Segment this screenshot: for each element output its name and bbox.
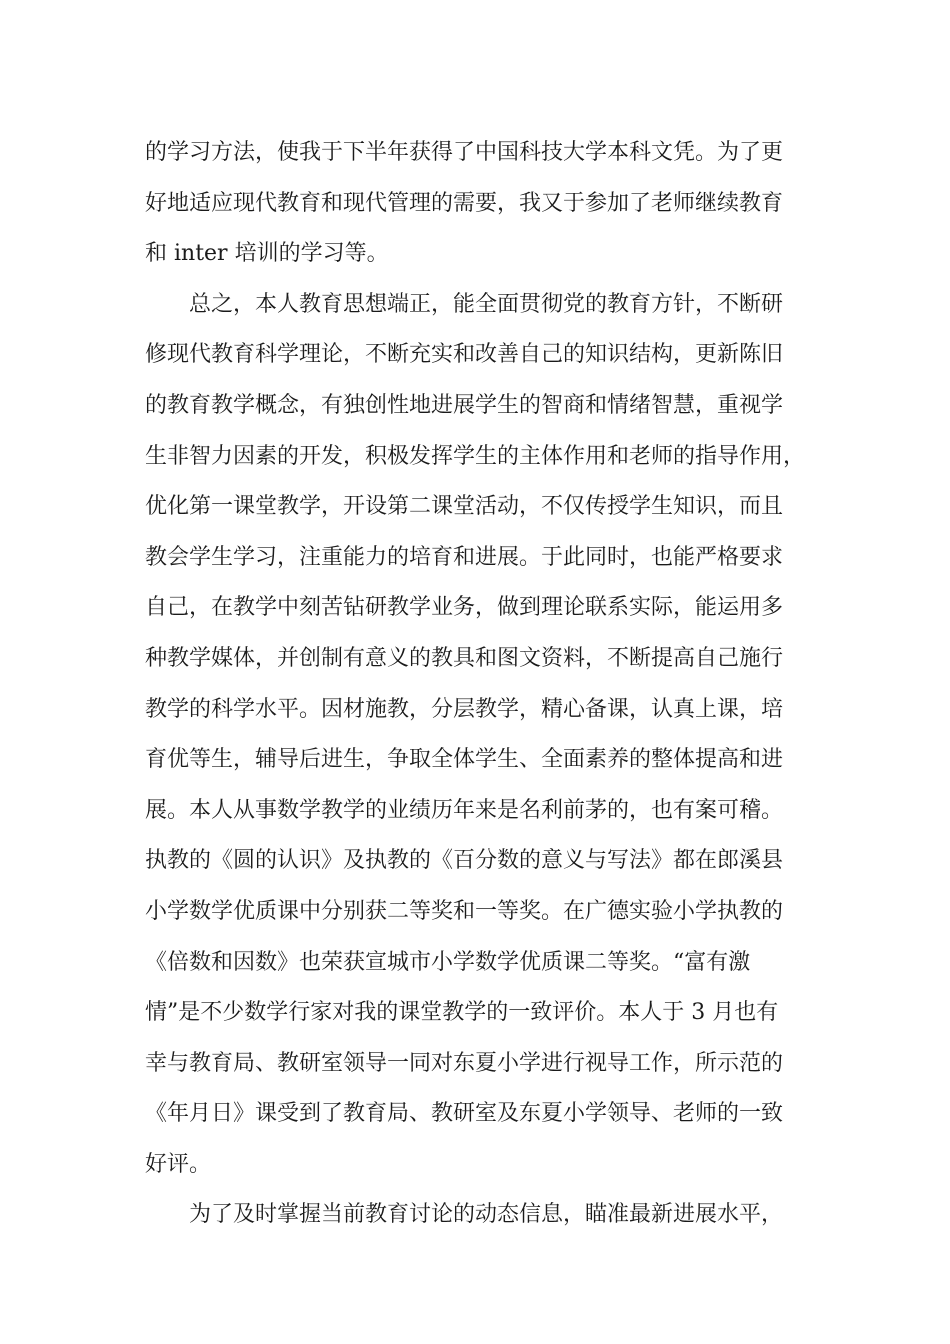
text-line: 教会学生学习，注重能力的培育和进展。于此同时，也能严格要求 xyxy=(145,544,784,570)
text-line: 的学习方法，使我于下半年获得了中国科技大学本科文凭。为了更 xyxy=(145,140,784,165)
text-line: 和 inter 培训的学习等。 xyxy=(145,241,389,267)
text-line: 小学数学优质课中分别获二等奖和一等奖。在广德实验小学执教的 xyxy=(145,898,784,924)
text-line: 修现代教育科学理论，不断充实和改善自己的知识结构，更新陈旧 xyxy=(145,342,784,368)
text-line: 总之，本人教育思想端正，能全面贯彻党的教育方针，不断研 xyxy=(189,291,784,317)
text-line: 的教育教学概念，有独创性地进展学生的智商和情绪智慧，重视学 xyxy=(145,392,784,418)
text-line: 优化第一课堂教学，开设第二课堂活动，不仅传授学生知识，而且 xyxy=(145,494,784,520)
text-line: 展。本人从事数学教学的业绩历年来是名利前茅的，也有案可稽。 xyxy=(145,797,784,823)
document-body xyxy=(145,128,825,1241)
text-line: 情”是不少数学行家对我的课堂教学的一致评价。本人于 3 月也有 xyxy=(145,1000,779,1026)
text-line: 自己，在教学中刻苦钻研教学业务，做到理论联系实际，能运用多 xyxy=(145,595,784,621)
text-line: 《年月日》课受到了教育局、教研室及东夏小学领导、老师的一致 xyxy=(145,1101,784,1127)
text-line: 执教的《圆的认识》及执教的《百分数的意义与写法》都在郎溪县 xyxy=(145,848,784,874)
text-line: 《倍数和因数》也荣获宣城市小学数学优质课二等奖。“富有激 xyxy=(145,949,751,975)
text-line: 种教学媒体，并创制有意义的教具和图文资料，不断提高自己施行 xyxy=(145,645,784,671)
text-line: 好评。 xyxy=(145,1151,212,1177)
text-line: 教学的科学水平。因材施教，分层教学，精心备课，认真上课，培 xyxy=(145,696,784,722)
text-line: 育优等生，辅导后进生，争取全体学生、全面素养的整体提高和进 xyxy=(145,747,784,773)
text-line: 幸与教育局、教研室领导一同对东夏小学进行视导工作，所示范的 xyxy=(145,1050,784,1076)
text-line: 好地适应现代教育和现代管理的需要，我又于参加了老师继续教育 xyxy=(145,190,784,216)
text-line: 为了及时掌握当前教育讨论的动态信息，瞄准最新进展水平， xyxy=(189,1202,784,1228)
text-line: 生非智力因素的开发，积极发挥学生的主体作用和老师的指导作用， xyxy=(145,443,806,469)
